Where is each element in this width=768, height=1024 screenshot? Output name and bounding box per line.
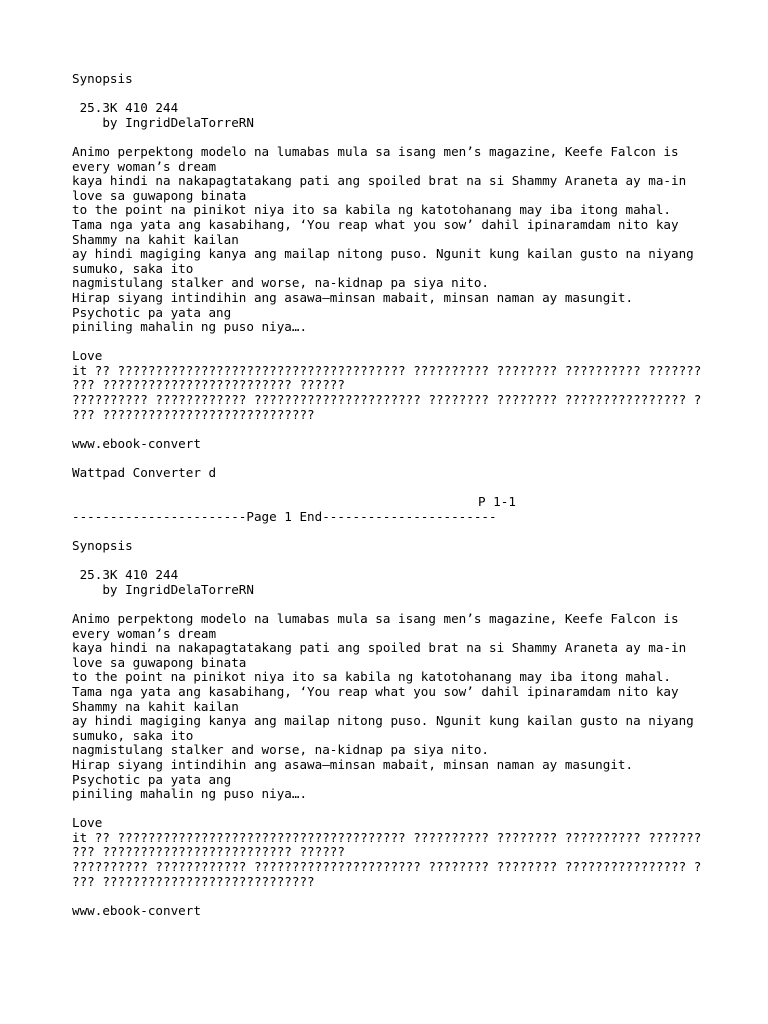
document-body <box>72 72 712 918</box>
garbled-line: it ?? ?????????????????????????????????????? ?????????? ???????? ?????????? ??????? <box>72 362 702 378</box>
synopsis-line: to the point na pinikot niya ito sa kabila ng katotohanang may iba itong mahal. <box>72 202 671 218</box>
garbled-line: ??? ???????????????????????????? <box>72 873 315 889</box>
garbled-line: it ?? ?????????????????????????????????????? ?????????? ???????? ?????????? ??????? <box>72 829 702 845</box>
synopsis-heading: Synopsis <box>72 71 133 86</box>
synopsis-line: Shammy na kahit kailan <box>72 698 239 714</box>
synopsis-line: piniling mahalin ng puso niya…. <box>72 319 308 335</box>
page-2 <box>72 539 712 918</box>
garbled-line: ?????????? ???????????? ?????????????????????? ???????? ???????? ???????????????? ? <box>72 392 702 408</box>
synopsis-line: Animo perpektong modelo na lumabas mula sa isang men’s magazine, Keefe Falcon is <box>72 610 679 626</box>
synopsis-line: ay hindi magiging kanya ang mailap nitong puso. Ngunit kung kailan gusto na niyang <box>72 246 694 262</box>
synopsis-line: Hirap siyang intindihin ang asawa—minsan mabait, minsan naman ay masungit. <box>72 289 634 305</box>
synopsis-line: nagmistulang stalker and worse, na-kidnap pa siya nito. <box>72 275 490 291</box>
author-byline: by IngridDelaTorreRN <box>72 114 254 130</box>
synopsis-line: to the point na pinikot niya ito sa kabila ng katotohanang may iba itong mahal. <box>72 669 671 685</box>
garbled-line: ??? ????????????????????????? ?????? <box>72 844 345 860</box>
page-1 <box>72 72 712 524</box>
synopsis-line: piniling mahalin ng puso niya…. <box>72 786 308 802</box>
garbled-text-block <box>72 349 712 422</box>
synopsis-text <box>72 145 712 335</box>
synopsis-line: Tama nga yata ang kasabihang, ‘You reap what you sow’ dahil ipinaramdam nito kay <box>72 216 679 232</box>
synopsis-line: Shammy na kahit kailan <box>72 231 239 247</box>
synopsis-line: nagmistulang stalker and worse, na-kidnap pa siya nito. <box>72 742 490 758</box>
synopsis-line: every woman’s dream <box>72 625 217 641</box>
synopsis-line: ay hindi magiging kanya ang mailap nitong puso. Ngunit kung kailan gusto na niyang <box>72 713 694 729</box>
garbled-text-block <box>72 816 712 889</box>
page-number: P 1-1 <box>478 494 516 510</box>
synopsis-line: love sa guwapong binata <box>72 187 247 203</box>
website-text: www.ebook-convert <box>72 902 201 918</box>
garbled-line: ??? ????????????????????????? ?????? <box>72 377 345 393</box>
synopsis-line: kaya hindi na nakapagtatakang pati ang spoiled brat na si Shammy Araneta ay ma-in <box>72 640 687 656</box>
garbled-line: ?????????? ???????????? ?????????????????????? ???????? ???????? ???????????????? ? <box>72 859 702 875</box>
synopsis-line: sumuko, saka ito <box>72 727 194 743</box>
synopsis-line: sumuko, saka ito <box>72 260 194 276</box>
synopsis-line: kaya hindi na nakapagtatakang pati ang spoiled brat na si Shammy Araneta ay ma-in <box>72 173 687 189</box>
converter-text: Wattpad Converter d <box>72 465 217 481</box>
synopsis-text <box>72 612 712 802</box>
page-end-marker: -----------------------Page 1 End----------------------- <box>72 508 497 524</box>
website-text: www.ebook-convert <box>72 435 201 451</box>
garbled-line: Love <box>72 348 103 364</box>
synopsis-line: love sa guwapong binata <box>72 654 247 670</box>
synopsis-line: every woman’s dream <box>72 158 217 174</box>
story-stats: 25.3K 410 244 <box>72 567 179 583</box>
garbled-line: Love <box>72 815 103 831</box>
garbled-line: ??? ???????????????????????????? <box>72 406 315 422</box>
synopsis-line: Psychotic pa yata ang <box>72 304 232 320</box>
synopsis-line: Psychotic pa yata ang <box>72 771 232 787</box>
synopsis-line: Tama nga yata ang kasabihang, ‘You reap what you sow’ dahil ipinaramdam nito kay <box>72 683 679 699</box>
synopsis-line: Hirap siyang intindihin ang asawa—minsan mabait, minsan naman ay masungit. <box>72 756 634 772</box>
synopsis-heading: Synopsis <box>72 538 133 553</box>
story-stats: 25.3K 410 244 <box>72 100 179 116</box>
synopsis-line: Animo perpektong modelo na lumabas mula sa isang men’s magazine, Keefe Falcon is <box>72 143 679 159</box>
author-byline: by IngridDelaTorreRN <box>72 581 254 597</box>
